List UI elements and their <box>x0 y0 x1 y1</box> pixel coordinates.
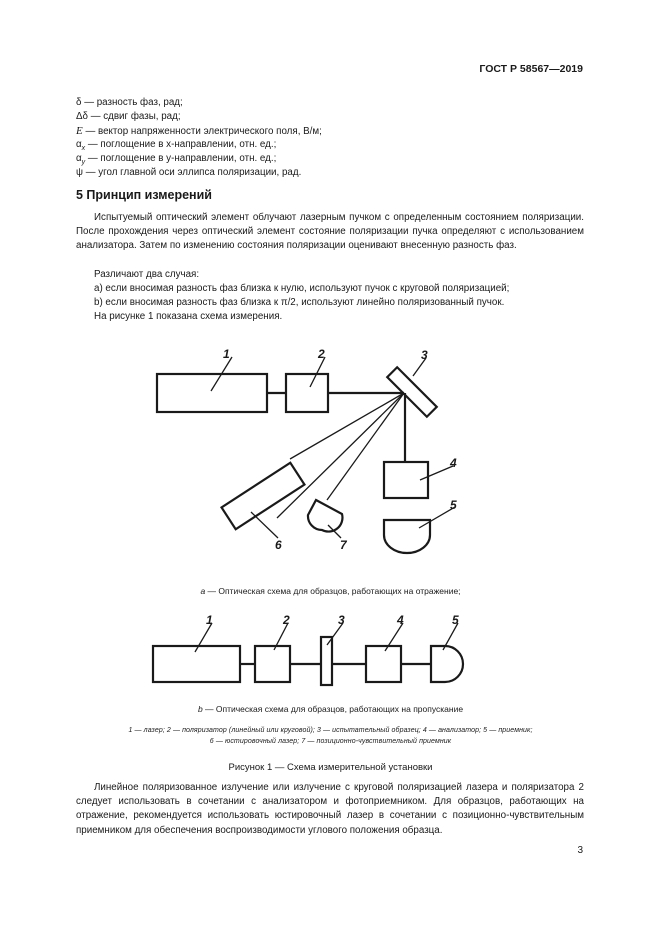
symbol-definition: — поглощение в y-направлении, отн. ед.; <box>85 153 277 164</box>
leader-6a <box>251 512 278 538</box>
symbol-glyph: δ <box>76 97 82 108</box>
case-a: a) если вносимая разность фаз близка к нулю, используют пучок с круговой поляризацией; <box>94 283 510 294</box>
cases-intro: Различают два случая: <box>94 269 200 280</box>
label-3a: 3 <box>421 348 428 362</box>
symbol-subscript: x <box>81 144 86 152</box>
analyzer-block-b <box>366 646 401 682</box>
caption-b-text: — Оптическая схема для образцов, работающих на пропускание <box>202 704 464 714</box>
sample-plate-b <box>321 637 332 685</box>
figure-reference: На рисунке 1 показана схема измерения. <box>94 311 283 322</box>
figure-legend-line1: 1 — лазер; 2 — поляризатор (линейный или круговой); 3 — испытательный образец; 4 — анализатор; 5 — приемник; <box>128 727 533 734</box>
caption-a-text: — Оптическая схема для образцов, работающих на отражение; <box>205 586 461 596</box>
final-paragraph: Линейное поляризованное излучение или излучение с круговой поляризацией лазера и поляризатора 2 следует использовать в сочетании с анализатором и фотоприемником. Для образцов, работающих на отражение, рекомендуется использовать юстировочный лазер в сочетании с позиционно-чувствительным приемником для обеспечения воспроизводимости углового положения образца. <box>76 782 584 836</box>
case-b: b) если вносимая разность фаз близка к π/2, используют линейно поляризованный пучок. <box>94 297 505 308</box>
caption-b <box>0 704 661 714</box>
symbol-glyph: ψ <box>76 167 83 178</box>
figure-title: Рисунок 1 — Схема измерительной установки <box>228 762 433 773</box>
polarizer-block-a <box>286 374 328 412</box>
alignment-laser-a <box>222 463 305 529</box>
section-title: 5 Принцип измерений <box>76 188 212 202</box>
label-5a: 5 <box>450 498 457 512</box>
label-4b: 4 <box>397 613 404 627</box>
symbol-subscript: y <box>81 158 86 166</box>
leader-2a <box>310 357 325 387</box>
label-3b: 3 <box>338 613 345 627</box>
page-number: 3 <box>577 845 583 856</box>
position-receiver-a <box>308 500 343 532</box>
leader-4a <box>420 466 453 480</box>
caption-b-letter: b <box>197 704 203 714</box>
symbol-glyph: E <box>76 125 83 137</box>
symbol-glyph: α <box>76 153 82 164</box>
ray-to-receiver <box>327 393 404 500</box>
figure-legend-line2: 6 — юстировочный лазер; 7 — позиционно-чувствительный приемник <box>209 738 452 745</box>
intro-paragraph: Испытуемый оптический элемент облучают лазерным пучком с определенным состоянием поляризации. После прохождения через оптический элемент состояние поляризации пучка определяют с использованием анализатора. Затем по изменению состояния поляризации оценивают внесенную разность фаз. <box>76 212 584 252</box>
symbol-definition: — вектор напряженности электрического поля, В/м; <box>82 126 322 137</box>
label-7a: 7 <box>340 538 347 552</box>
polarizer-block-b <box>255 646 290 682</box>
symbol-definition: — разность фаз, рад; <box>81 97 183 108</box>
label-6a: 6 <box>275 538 282 552</box>
label-5b: 5 <box>452 613 459 627</box>
laser-block-a <box>157 374 267 412</box>
label-1a: 1 <box>223 347 230 361</box>
caption-a <box>0 586 661 596</box>
caption-a-letter: a <box>200 586 206 596</box>
label-2b: 2 <box>283 613 290 627</box>
laser-block-b <box>153 646 240 682</box>
standard-header: ГОСТ Р 58567—2019 <box>479 63 583 75</box>
symbol-glyph: α <box>76 139 82 150</box>
symbol-definition: — сдвиг фазы, рад; <box>88 111 181 122</box>
symbol-definition: — угол главной оси эллипса поляризации, рад. <box>82 167 302 178</box>
leader-1b <box>195 623 212 652</box>
label-1b: 1 <box>206 613 213 627</box>
receiver-b <box>431 646 463 682</box>
label-2a: 2 <box>318 347 325 361</box>
symbol-glyph: Δδ <box>76 111 88 122</box>
symbol-definition: — поглощение в x-направлении, отн. ед.; <box>85 139 277 150</box>
label-4a: 4 <box>450 456 457 470</box>
